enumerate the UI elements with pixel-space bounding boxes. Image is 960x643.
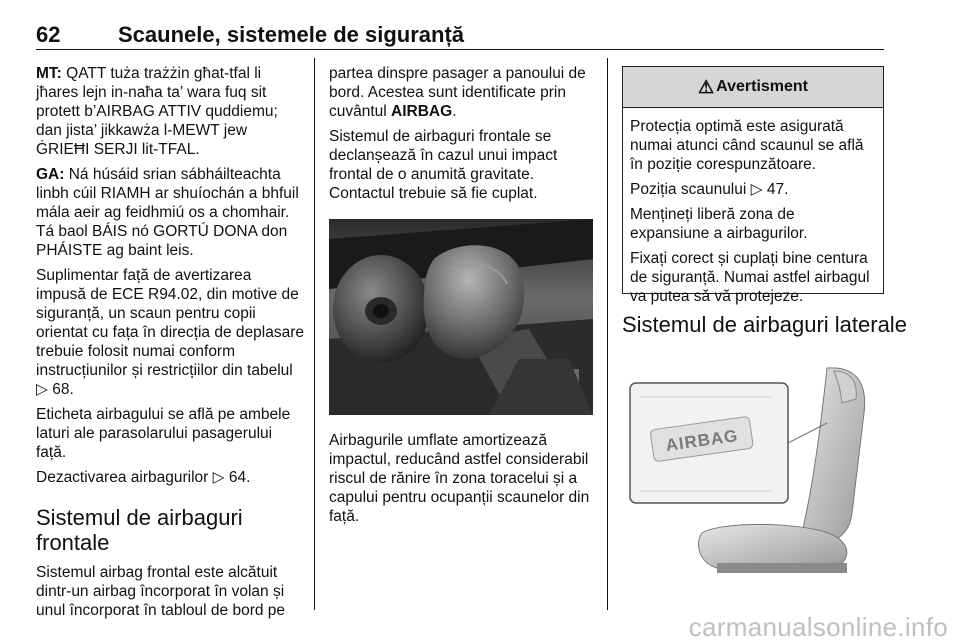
airbag-label-text: AIRBAG <box>664 426 740 455</box>
paragraph-frontal: Sistemul airbag frontal este alcătuit dintr-un airbag încorporat în volan și unul încorporat în tabloul de bord pe <box>36 564 286 619</box>
warning-title: Avertisment <box>716 78 809 95</box>
page-ref-link[interactable]: 47 <box>766 181 785 198</box>
paragraph-ece: Suplimentar față de avertizarea impusă de ECE R94.02, din motive de siguranță, un scaun pentru copii orientat cu fața în direcția de deplasare trebuie folosit numai conform instrucțiunilor și restricțiilor din tabelul ▷ 68. <box>36 267 304 398</box>
page-ref-link[interactable]: 68 <box>52 381 70 398</box>
page-header <box>36 22 884 50</box>
warning-paragraph: Fixați corect și cuplați bine centura de siguranță. Numai astfel airbagul va putea să vă protejeze. <box>630 250 870 305</box>
paragraph-label: Eticheta airbagului se află pe ambele laturi ale parasolarului pasagerului față. <box>36 406 291 461</box>
arrow-ref-icon: ▷ <box>36 381 48 398</box>
paragraph-ga: GA: Ná húsáid srian sábháilteachta linbh cúil RIAMH ar shuíochán a bhfuil mála aeir ag feidhmiú os a chomhair. Tá baol BÁIS nó GORTÚ DONA don PHÁISTE ag baint leis. <box>36 166 299 259</box>
section-heading-side: Sistemul de airbaguri laterale <box>622 312 907 337</box>
arrow-ref-icon: ▷ <box>750 181 763 198</box>
section-heading-frontal: Sistemul de airbaguri frontale <box>36 505 243 555</box>
warning-paragraph: Poziția scaunului ▷ 47. <box>630 181 789 198</box>
warning-header <box>623 67 883 108</box>
airbag-deployed-photo <box>329 219 593 415</box>
warning-body <box>623 108 883 306</box>
photo-caption: Airbagurile umflate amortizează impactul, reducând astfel considerabil riscul de rănire în zona toracelui și a capului pentru ocupanții scaunelor din față. <box>329 432 590 525</box>
warning-triangle-icon: ⚠ <box>697 76 715 97</box>
page-title: Scaunele, sistemele de siguranță <box>118 22 465 47</box>
column-left <box>36 64 304 626</box>
paragraph-mt: MT: QATT tuża trażżin għat-tfal li jħares lejn in-naħa ta’ wara fuq sit protett b’AIRBAG ATTIV quddiemu; dan jista’ jikkawża l-MEWT jew ĠRIEĦI SERJI lit-TFAL. <box>36 65 278 158</box>
page-ref-link[interactable]: 64 <box>228 469 247 486</box>
paragraph-identified: partea dinspre pasager a panoului de bord. Acestea sunt identificate prin cuvântul AIRBAG. <box>329 65 586 120</box>
side-airbag-seat-illustration <box>622 363 884 578</box>
page-number: 62 <box>36 22 61 47</box>
warning-paragraph: Protecția optimă este asigurată numai atunci când scaunul se află în poziție corespunzătoare. <box>630 118 864 173</box>
warning-box <box>622 66 884 305</box>
warning-paragraph: Mențineți liberă zona de expansiune a airbagurilor. <box>630 206 808 242</box>
header-rule <box>36 49 884 50</box>
column-divider-left <box>314 58 315 610</box>
column-divider-right <box>607 58 608 610</box>
column-middle <box>329 64 595 209</box>
paragraph-deploy: Sistemul de airbaguri frontale se declanșează în cazul unui impact frontal de o anumită gravitate. Contactul trebuie să fie cuplat. <box>329 128 558 202</box>
paragraph-deactivation: Dezactivarea airbagurilor ▷ 64. <box>36 469 251 486</box>
watermark: carmanualsonline.info <box>688 612 948 642</box>
arrow-ref-icon: ▷ <box>212 469 225 486</box>
